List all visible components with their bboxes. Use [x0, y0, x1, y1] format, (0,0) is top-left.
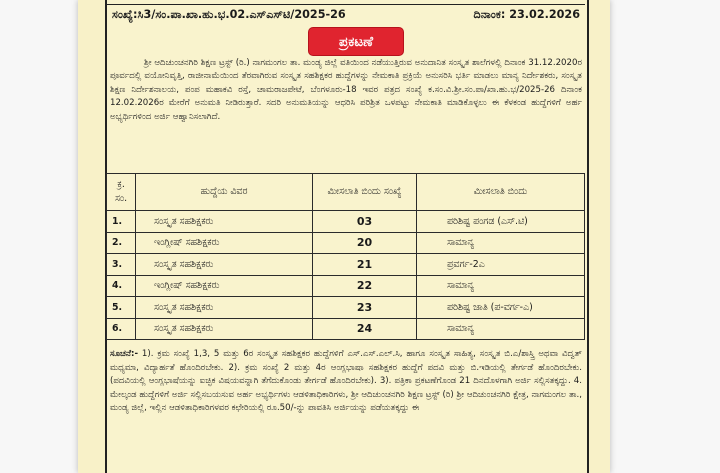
- table-row: [107, 254, 585, 276]
- table-row: [107, 297, 585, 319]
- row-roster-category: ಸಾಮಾನ್ಯ: [417, 275, 585, 297]
- row-roster-category: ಸಾಮಾನ್ಯ: [417, 318, 585, 340]
- table-row: [107, 318, 585, 340]
- row-post: ಸಂಸ್ಕೃತ ಸಹಶಿಕ್ಷಕರು: [136, 318, 313, 340]
- row-roster-number: 24: [313, 318, 417, 340]
- row-post: ಇಂಗ್ಲೀಷ್ ಸಹಶಿಕ್ಷಕರು: [136, 275, 313, 297]
- intro-paragraph: ಶ್ರೀ ಆದಿಚುಂಚನಗಿರಿ ಶಿಕ್ಷಣ ಟ್ರಸ್ಟ್ (ರಿ.) ನಾಗಮಂಗಲ ತಾ. ಮಂಡ್ಯ ಜಿಲ್ಲೆ ವತಿಯಿಂದ ನಡೆಯುತ್ತಿರುವ ಅನುದಾನಿತ ಸಂಸ್ಕೃತ ಶಾಲೆಗಳಲ್ಲಿ ದಿನಾಂಕ 31.12.2020ರ ಪೂರ್ವದಲ್ಲಿ ವಯೋನಿವೃತ್ತಿ, ರಾಜೀನಾಮೆಯಿಂದ ತೆರವಾಗಿರುವ ಸಂಸ್ಕೃತ ಸಹಶಿಕ್ಷಕರ ಹುದ್ದೆಗಳನ್ನು ನೇಮಕಾತಿ ಪ್ರಕ್ರಿಯೆ ಅನುಸರಿಸಿ ಭರ್ತಿ ಮಾಡಲು ಮಾನ್ಯ ನಿರ್ದೇಶಕರು, ಸಂಸ್ಕೃತ ಶಿಕ್ಷಣ ನಿರ್ದೇಶನಾಲಯ, ಪಂಪ ಮಹಾಕವಿ ರಸ್ತೆ, ಚಾಮರಾಜಪೇಟೆ, ಬೆಂಗಳೂರು-18 ಇವರ ಪತ್ರದ ಸಂಖ್ಯೆ ಕ.ಸಂ.ವಿ.ಶ್ರೀ.ಸಂ.ಪಾ/ಖಾ.ಹು.ಭ/2025-26 ದಿನಾಂಕ 12.02.2026ರ ಮೇರೆಗೆ ಅನುಮತಿ ನೀಡಿರುತ್ತಾರೆ. ಸದರಿ ಅನುಮತಿಯನ್ನು ಆಧರಿಸಿ ಪರಿಶ್ರಿತ ಒಳಪಟ್ಟು ನೇಮಕಾತಿ ಮಾಡಿಕೊಳ್ಳಲು ಈ ಕೆಳಕಂಡ ಹುದ್ದೆಗಳಿಗೆ ಅರ್ಹ ಅಭ್ಯರ್ಥಿಗಳಿಂದ ಅರ್ಜಿ ಆಹ್ವಾನಿಸಲಾಗಿದೆ.: [110, 58, 582, 122]
- reference-number: ಸಂಖ್ಯೆ:ಸಿ3/ಸಂ.ಪಾ.ಖಾ.ಹು.ಭ.02.ಎಸ್‌ಎಸ್‌ಟಿ/2025-26: [112, 8, 346, 21]
- table-row: [107, 275, 585, 297]
- row-roster-category: ಸಾಮಾನ್ಯ: [417, 232, 585, 254]
- row-roster-category: ಪರಿಶಿಷ್ಟ ಜಾತಿ (ಪ-ವರ್ಗ-ಎ): [417, 297, 585, 319]
- background-left: [0, 0, 78, 473]
- row-sl: 6.: [107, 318, 136, 340]
- table-header-row: [107, 174, 585, 211]
- row-roster-number: 20: [313, 232, 417, 254]
- table-row: [107, 211, 585, 233]
- row-sl: 3.: [107, 254, 136, 276]
- row-roster-number: 22: [313, 275, 417, 297]
- row-sl: 5.: [107, 297, 136, 319]
- background-right: [610, 0, 720, 473]
- row-sl: 2.: [107, 232, 136, 254]
- row-roster-number: 23: [313, 297, 417, 319]
- notes-label: ಸೂಚನೆ:-: [110, 349, 139, 359]
- row-post: ಇಂಗ್ಲೀಷ್ ಸಹಶಿಕ್ಷಕರು: [136, 232, 313, 254]
- row-post: ಸಂಸ್ಕೃತ ಸಹಶಿಕ್ಷಕರು: [136, 211, 313, 233]
- row-sl: 4.: [107, 275, 136, 297]
- reference-row: [112, 8, 582, 26]
- notes-paragraph: [110, 348, 582, 416]
- newspaper-clipping: [78, 0, 610, 473]
- header-roster-number: ಮೀಸಲಾತಿ ಬಿಂದು ಸಂಖ್ಯೆ: [313, 174, 417, 211]
- row-post: ಸಂಸ್ಕೃತ ಸಹಶಿಕ್ಷಕರು: [136, 254, 313, 276]
- row-roster-number: 21: [313, 254, 417, 276]
- header-roster-category: ಮೀಸಲಾತಿ ಬಿಂದು: [417, 174, 585, 211]
- header-post: ಹುದ್ದೆಯ ವಿವರ: [136, 174, 313, 211]
- row-roster-category: ಪ್ರವರ್ಗ-2ಎ: [417, 254, 585, 276]
- row-roster-number: 03: [313, 211, 417, 233]
- notes-text: 1). ಕ್ರಮ ಸಂಖ್ಯೆ 1,3, 5 ಮತ್ತು 6ರ ಸಂಸ್ಕೃತ ಸಹಶಿಕ್ಷಕರ ಹುದ್ದೆಗಳಿಗೆ ಎಸ್.ಎಸ್.ಎಲ್.ಸಿ, ಹಾಗೂ ಸಂಸ್ಕೃತ ಸಾಹಿತ್ಯ, ಸಂಸ್ಕೃತ ಬಿ.ಎ/ಶಾಸ್ತ್ರಿ ಅಥವಾ ವಿದ್ವತ್ ಮಧ್ಯಮಾ, ವಿದ್ಯಾರ್ಹತೆ ಹೊಂದಿರಬೇಕು. 2). ಕ್ರಮ ಸಂಖ್ಯೆ 2 ಮತ್ತು 4ರ ಆಂಗ್ಲಭಾಷಾ ಸಹಶಿಕ್ಷಕರ ಹುದ್ದೆಗೆ ಪದವಿ ಮತ್ತು ಬಿ.ಇಡಿಯಲ್ಲಿ ತೇರ್ಗಡೆ ಹೊಂದಿರಬೇಕು. (ಪದವಿಯಲ್ಲಿ ಆಂಗ್ಲಭಾಷೆಯನ್ನು ಐಚ್ಛಿಕ ವಿಷಯವನ್ನಾಗಿ ತೆಗೆದುಕೊಂಡು ತೇರ್ಗಡೆ ಹೊಂದಿರಬೇಕು). 3). ಪತ್ರಿಕಾ ಪ್ರಕಟಣೆಗೊಂಡ 21 ದಿನದೊಳಗಾಗಿ ಅರ್ಜಿ ಸಲ್ಲಿಸತಕ್ಕದ್ದು. 4. ಮೇಲ್ಕಂಡ ಹುದ್ದೆಗಳಿಗೆ ಅರ್ಜಿ ಸಲ್ಲಿಸಬಯಸುವ ಅರ್ಹ ಅಭ್ಯರ್ಥಿಗಳು ಆಡಳಿತಾಧಿಕಾರಿಗಳು, ಶ್ರೀ ಆದಿಚುಂಚನಗಿರಿ ಶಿಕ್ಷಣ ಟ್ರಸ್ಟ್ (ರಿ) ಶ್ರೀ ಆದಿಚುಂಚನಗಿರಿ ಕ್ಷೇತ್ರ, ನಾಗಮಂಗಲ ತಾ., ಮಂಡ್ಯ ಜಿಲ್ಲೆ, ಇಲ್ಲಿನ ಆಡಳಿತಾಧಿಕಾರಿಗಳವರ ಕಛೇರಿಯಲ್ಲಿ ರೂ.50/-ನ್ನು ಪಾವತಿಸಿ ಅರ್ಜಿಯನ್ನು ಪಡೆಯತಕ್ಕದ್ದು ಈ: [110, 349, 582, 414]
- table-row: [107, 232, 585, 254]
- vacancy-table: [106, 173, 585, 340]
- notice-date: ದಿನಾಂಕ: 23.02.2026: [473, 8, 580, 21]
- notice-title-badge: ಪ್ರಕಟಣೆ: [309, 28, 403, 55]
- top-rule: [105, 4, 585, 5]
- row-roster-category: ಪರಿಶಿಷ್ಟ ಪಂಗಡ (ಎಸ್.ಟಿ): [417, 211, 585, 233]
- row-sl: 1.: [107, 211, 136, 233]
- header-sl-no: ಕ್ರ. ಸಂ.: [107, 174, 136, 211]
- row-post: ಸಂಸ್ಕೃತ ಸಹಶಿಕ್ಷಕರು: [136, 297, 313, 319]
